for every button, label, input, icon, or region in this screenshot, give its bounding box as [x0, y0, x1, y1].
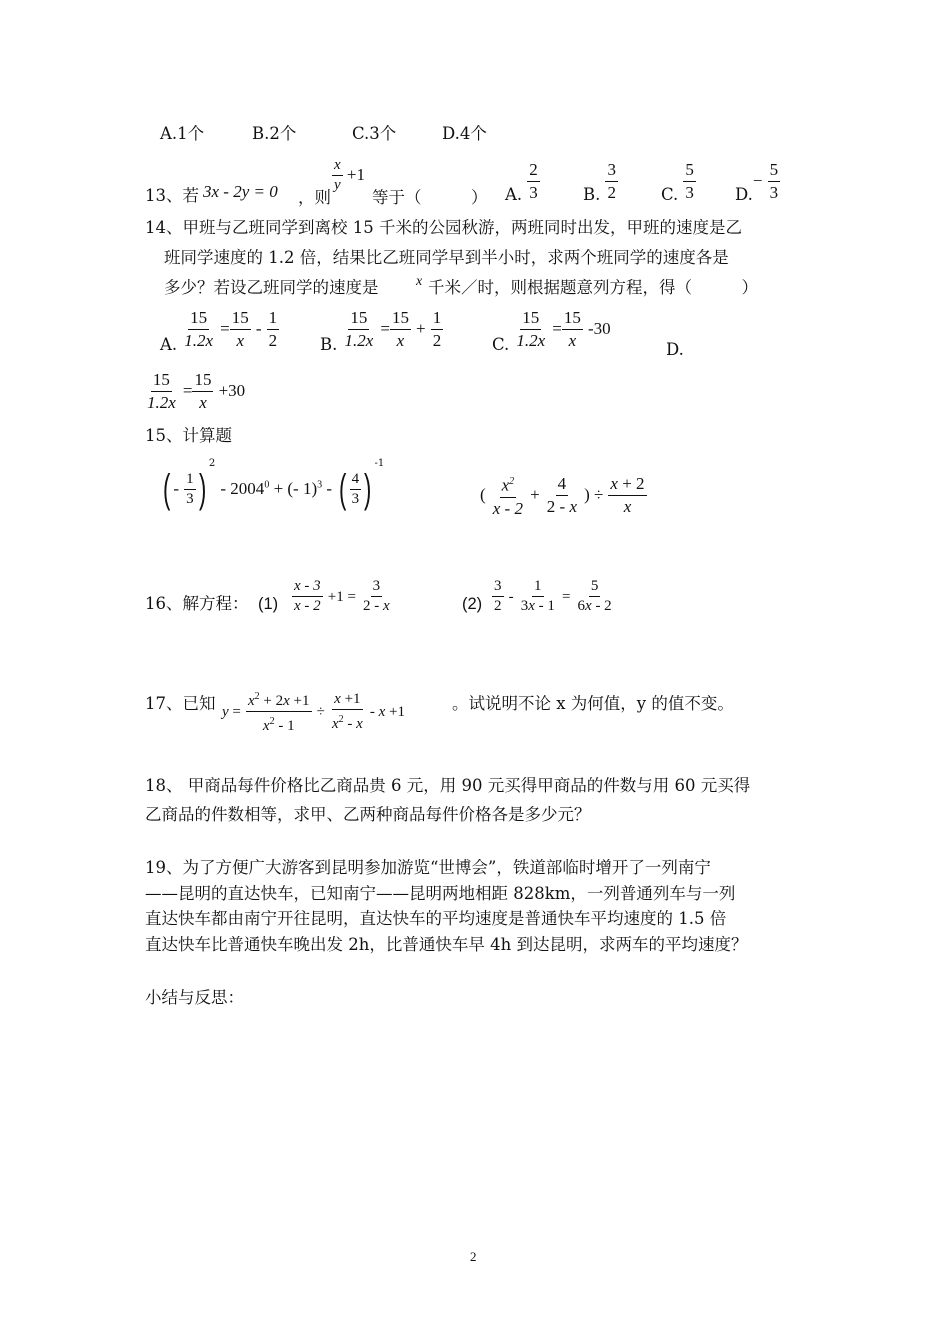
- q13-option-b: B. $\frac{3}{2}$: [583, 160, 616, 204]
- page-number: 2: [470, 1249, 477, 1264]
- summary-heading: 小结与反思：: [145, 988, 244, 1007]
- q15-expression-1: ( - $\frac{1}{3}$ )$^2 - 2004^0$ + (- 1)$^3$ - ( $\frac{4}{3}$ )$^{-1}$: [162, 458, 385, 511]
- q15-expression-2: ( $\frac{x^2}{x - 2}$ + $\frac{4}{2 - x}$ ) ÷ $\frac{x + 2}{x}$: [480, 473, 645, 518]
- q16-equation-2: $\frac{3}{2}$ - $\frac{1}{3x - 1}$ = $\frac{5}{6x - 2}$: [494, 578, 612, 614]
- q13-option-d: D.− $\frac{5}{3}$: [735, 160, 779, 204]
- q12-option-d: D.4个: [442, 124, 487, 143]
- q14-variable-x: x: [416, 274, 423, 289]
- q18-line-1: 18、 甲商品每件价格比乙商品贵 6 元，用 90 元买得甲商品的件数与用 60 元买得: [145, 776, 751, 795]
- q15-title: 15、计算题: [145, 426, 232, 445]
- q13-prefix: 13、若: [145, 186, 199, 205]
- q12-option-a: A.1个: [160, 124, 205, 143]
- q14-option-c: C. $\frac{15}{1.2x}$ = $\frac{15}{x}$ -30: [492, 308, 611, 354]
- q17-expression: y = $\frac{x^2 + 2x +1}{x^2 - 1}$ ÷ $\frac{x +1}{x^2 - x}$ - x +1: [222, 688, 405, 735]
- q13-option-c: C. $\frac{5}{3}$: [661, 160, 694, 204]
- q13-expression: $\frac{x}{y}$ +1: [334, 157, 366, 193]
- q14-line-1: 14、甲班与乙班同学到离校 15 千米的公园秋游，两班同时出发，甲班的速度是乙: [145, 218, 742, 237]
- q12-option-c: C.3个: [352, 124, 397, 143]
- q16-title: 16、解方程：: [145, 594, 249, 613]
- q19-line-1: 19、为了方便广大游客到昆明参加游览“世博会”，铁道部临时增开了一列南宁: [145, 858, 711, 877]
- q14-line-2: 班同学速度的 1.2 倍，结果比乙班同学早到半小时，求两个班同学的速度各是: [164, 248, 729, 267]
- q14-line-3a: 多少？若设乙班同学的速度是: [164, 278, 379, 297]
- q13-condition: 3x - 2y = 0: [203, 182, 278, 201]
- q19-line-2: ——昆明的直达快车，已知南宁——昆明两地相距 828km，一列普通列车与一列: [145, 884, 736, 903]
- q19-line-4: 直达快车比普通快车晚出发 2h，比普通快车早 4h 到达昆明，求两车的平均速度？: [145, 935, 748, 954]
- q13-equals: 等于（ ）: [372, 188, 488, 207]
- q13-then: ，则: [298, 188, 331, 207]
- q12-option-b: B.2个: [252, 124, 297, 143]
- q14-option-a: A. $\frac{15}{1.2x}$ = $\frac{15}{x}$ - $\frac{1}{2}$: [160, 308, 278, 354]
- q16-equation-1: $\frac{x - 3}{x - 2}$ +1 = $\frac{3}{2 - x}$: [294, 578, 390, 614]
- q14-option-b: B. $\frac{15}{1.2x}$ = $\frac{15}{x}$ + $\frac{1}{2}$: [320, 308, 442, 354]
- q17-suffix: 。试说明不论 x 为何值，y 的值不变。: [452, 694, 734, 713]
- q13-option-a: A. $\frac{2}{3}$: [505, 160, 538, 204]
- q17-prefix: 17、已知: [145, 694, 216, 713]
- q19-line-3: 直达快车都由南宁开往昆明，直达快车的平均速度是普通快车平均速度的 1.5 倍: [145, 909, 727, 928]
- q14-option-d: $\frac{15}{1.2x}$ = $\frac{15}{x}$ +30: [147, 370, 246, 412]
- q14-option-d-label: D.: [666, 340, 684, 359]
- q18-line-2: 乙商品的件数相等，求甲、乙两种商品每件价格各是多少元？: [145, 805, 591, 824]
- q14-line-3b: 千米／时，则根据题意列方程，得（ ）: [428, 278, 758, 297]
- q16-part-2-label: (2): [462, 595, 483, 613]
- q16-part-1-label: (1): [258, 595, 279, 613]
